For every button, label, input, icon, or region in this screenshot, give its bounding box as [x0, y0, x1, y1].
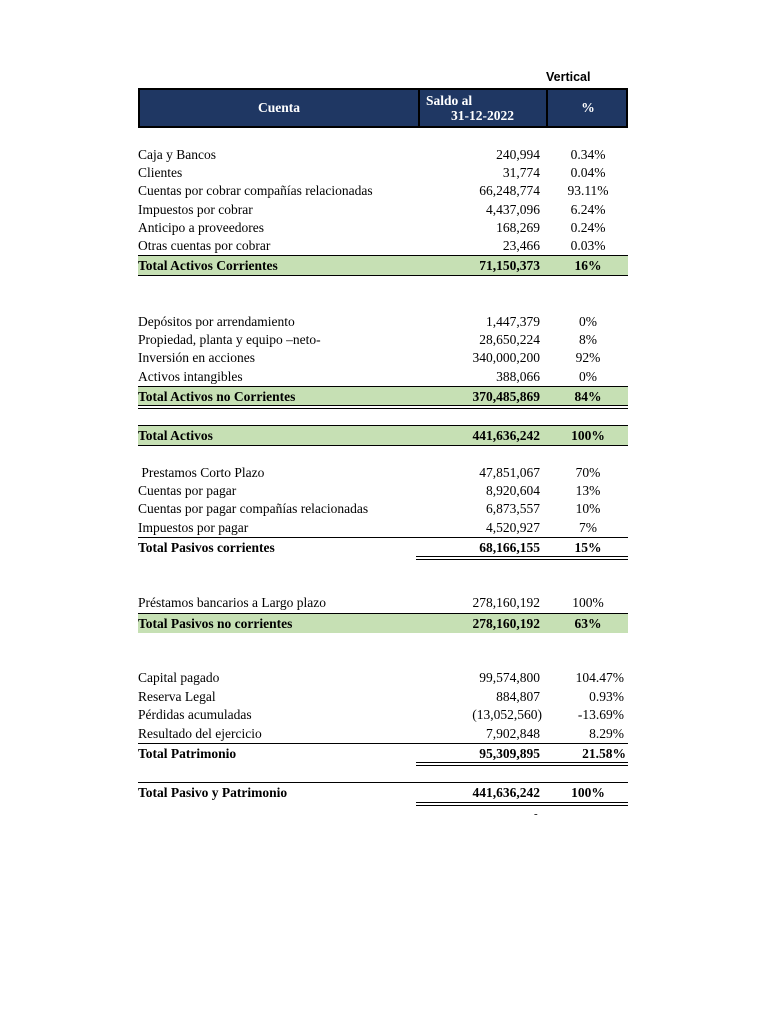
- footer-dash: -: [534, 808, 538, 820]
- row-pct: 0.03%: [570, 238, 606, 253]
- total-amount: 68,166,155: [479, 540, 540, 555]
- row-pct: 0.34%: [570, 147, 606, 162]
- table-row: [138, 182, 628, 200]
- row-label: Préstamos bancarios a Largo plazo: [138, 595, 326, 610]
- row-amount: 388,066: [496, 369, 540, 384]
- row-amount: 23,466: [502, 238, 540, 253]
- total-label: Total Pasivo y Patrimonio: [138, 785, 288, 800]
- total-row: [138, 613, 628, 633]
- total-pct: 100%: [571, 428, 605, 443]
- row-amount: 168,269: [496, 220, 540, 235]
- row-pct: 13%: [575, 483, 601, 498]
- row-pct: 7%: [579, 520, 597, 535]
- row-label: Pérdidas acumuladas: [138, 707, 252, 722]
- row-label: Caja y Bancos: [138, 147, 216, 162]
- row-label: Capital pagado: [138, 670, 220, 685]
- table-row: [138, 519, 628, 537]
- total-label: Total Activos Corrientes: [138, 258, 278, 273]
- total-pct: 100%: [571, 785, 605, 800]
- row-label: Cuentas por pagar compañías relacionadas: [138, 501, 369, 516]
- table-row: [138, 331, 628, 349]
- table-row: [138, 201, 628, 219]
- row-pct: 92%: [575, 350, 601, 365]
- row-pct: 0.93%: [589, 689, 624, 704]
- total-pct: 16%: [574, 258, 602, 273]
- row-amount: 884,807: [496, 689, 540, 704]
- table-row: [138, 313, 628, 331]
- row-label: Cuentas por pagar: [138, 483, 237, 498]
- row-label: Impuestos por pagar: [138, 520, 249, 535]
- total-label: Total Activos no Corrientes: [138, 389, 296, 404]
- row-amount: 1,447,379: [486, 314, 540, 329]
- total-pct: 15%: [574, 540, 602, 555]
- row-label: Propiedad, planta y equipo –neto-: [138, 332, 321, 347]
- total-pct: 63%: [574, 616, 602, 631]
- total-amount: 95,309,895: [479, 746, 540, 761]
- table-row: [138, 706, 628, 724]
- row-pct: 0%: [579, 314, 597, 329]
- table-row: [138, 164, 628, 182]
- table-row: [138, 594, 628, 612]
- total-amount: 370,485,869: [472, 389, 540, 404]
- row-amount: 6,873,557: [486, 501, 540, 516]
- total-amount: 278,160,192: [472, 616, 540, 631]
- total-amount: 441,636,242: [472, 785, 540, 800]
- row-label: Anticipo a proveedores: [138, 220, 264, 235]
- table-row: [138, 464, 628, 482]
- row-pct: 10%: [575, 501, 601, 516]
- double-divider: [138, 405, 628, 409]
- row-pct: -13.69%: [577, 707, 624, 722]
- row-label: Impuestos por cobrar: [138, 202, 253, 217]
- row-pct: 70%: [575, 465, 601, 480]
- row-amount: 8,920,604: [486, 483, 540, 498]
- row-label: Cuentas por cobrar compañías relacionadas: [138, 183, 373, 198]
- total-row: [138, 538, 628, 557]
- row-amount: 4,520,927: [486, 520, 540, 535]
- row-amount: 4,437,096: [486, 202, 540, 217]
- row-pct: 0.24%: [570, 220, 606, 235]
- double-divider: [416, 556, 628, 560]
- table-row: [138, 146, 628, 164]
- row-label: Inversión en acciones: [138, 350, 255, 365]
- header-saldo-line2: 31-12-2022: [451, 108, 514, 123]
- row-amount: 66,248,774: [479, 183, 540, 198]
- row-label: Reserva Legal: [138, 689, 216, 704]
- header-saldo: [420, 90, 548, 126]
- table-row: [138, 219, 628, 237]
- table-row: [138, 482, 628, 500]
- table-row: [138, 500, 628, 518]
- row-amount: 240,994: [496, 147, 540, 162]
- table-header: [138, 88, 628, 128]
- row-pct: 104.47%: [575, 670, 624, 685]
- double-divider: [416, 762, 628, 766]
- table-row: [138, 349, 628, 367]
- row-amount: 278,160,192: [472, 595, 540, 610]
- table-row: [138, 688, 628, 706]
- total-label: Total Patrimonio: [138, 746, 237, 761]
- table-row: [138, 368, 628, 386]
- total-amount: 441,636,242: [472, 428, 540, 443]
- total-pct: 21.58%: [582, 746, 626, 761]
- header-cuenta: Cuenta: [140, 90, 420, 126]
- total-label: Total Pasivos corrientes: [138, 540, 275, 555]
- row-label: Otras cuentas por cobrar: [138, 238, 271, 253]
- row-label: Depósitos por arrendamiento: [138, 314, 295, 329]
- row-amount: 340,000,200: [472, 350, 540, 365]
- row-amount: 99,574,800: [479, 670, 540, 685]
- total-row: [138, 255, 628, 275]
- row-pct: 8%: [579, 332, 597, 347]
- row-label: Resultado del ejercicio: [138, 726, 262, 741]
- row-pct: 0.04%: [570, 165, 606, 180]
- total-row: [138, 783, 628, 802]
- row-amount: (13,052,560): [472, 707, 542, 722]
- total-label: Total Pasivos no corrientes: [138, 616, 293, 631]
- total-row: [138, 425, 628, 445]
- row-pct: 93.11%: [567, 183, 609, 198]
- row-label: Clientes: [138, 165, 183, 180]
- total-row: [138, 386, 628, 406]
- total-row: [138, 744, 628, 763]
- total-pct: 84%: [574, 389, 602, 404]
- row-pct: 100%: [572, 595, 604, 610]
- row-amount: 28,650,224: [479, 332, 540, 347]
- row-pct: 8.29%: [589, 726, 624, 741]
- row-amount: 47,851,067: [479, 465, 540, 480]
- total-amount: 71,150,373: [479, 258, 540, 273]
- row-pct: 6.24%: [570, 202, 606, 217]
- double-divider: [416, 802, 628, 806]
- table-row: [138, 237, 628, 255]
- row-amount: 31,774: [502, 165, 540, 180]
- row-amount: 7,902,848: [486, 726, 540, 741]
- row-label: Prestamos Corto Plazo: [138, 465, 265, 480]
- row-pct: 0%: [579, 369, 597, 384]
- header-pct: %: [581, 100, 595, 115]
- table-row: [138, 725, 628, 743]
- divider: [138, 445, 628, 446]
- table-row: [138, 669, 628, 687]
- divider: [138, 275, 628, 276]
- total-label: Total Activos: [138, 428, 213, 443]
- row-label: Activos intangibles: [138, 369, 243, 384]
- vertical-label: Vertical: [546, 70, 591, 84]
- header-saldo-line1: Saldo al: [426, 93, 473, 108]
